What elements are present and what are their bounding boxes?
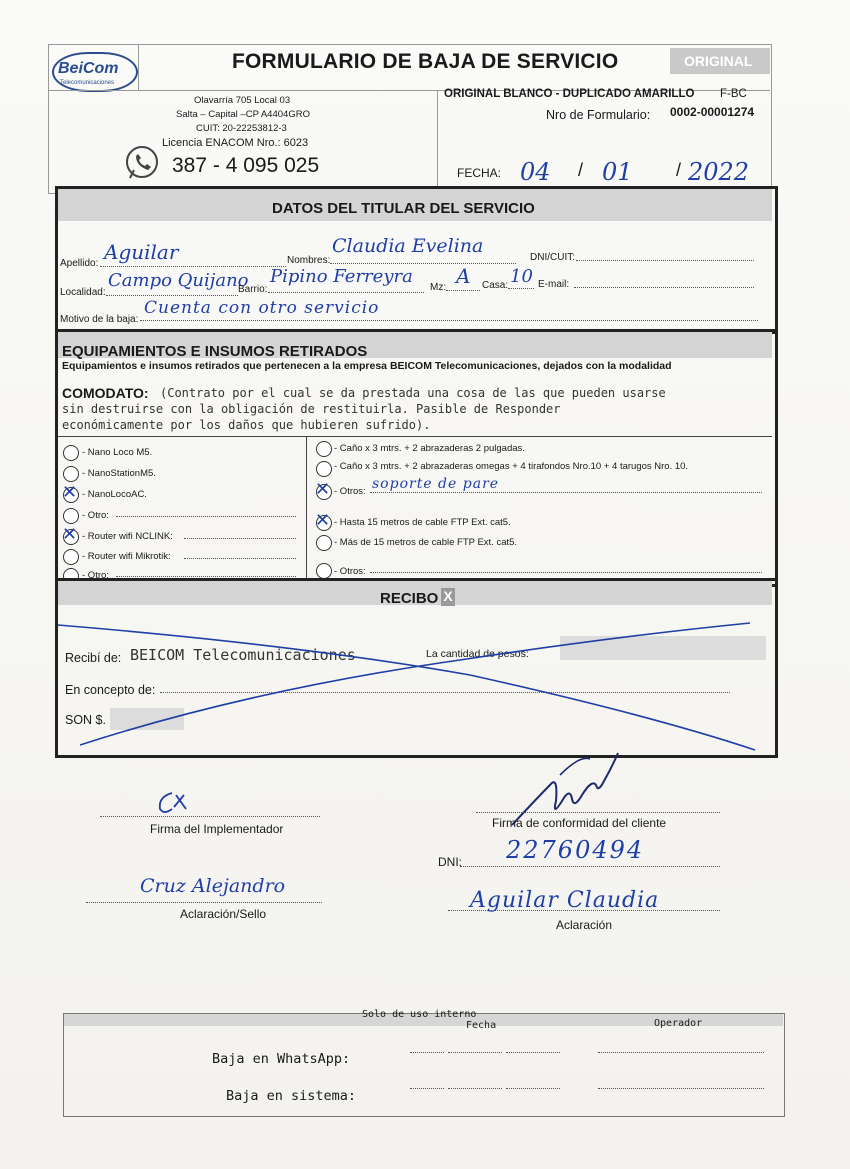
item-cable-mas-15: - Más de 15 metros de cable FTP Ext. cat5.: [334, 537, 518, 548]
form-number-label: Nro de Formulario:: [546, 108, 651, 122]
check-router-nclink: ✕: [62, 524, 78, 544]
radio-router-mikrotik[interactable]: [63, 549, 79, 565]
comodato-text-3: económicamente por los daños que hubieren sufrido).: [62, 418, 431, 432]
date-separator-2: /: [676, 160, 682, 180]
radio-cable-mas-15[interactable]: [316, 535, 332, 551]
item-router-nclink: - Router wifi NCLINK:: [82, 531, 173, 542]
apellido-value[interactable]: Aguilar: [104, 240, 179, 264]
whatsapp-label: Baja en WhatsApp:: [212, 1051, 351, 1067]
date-year[interactable]: 2022: [688, 158, 750, 186]
dni-value[interactable]: 22760494: [506, 836, 645, 864]
mz-value[interactable]: A: [456, 264, 471, 288]
whatsapp-date-year[interactable]: [506, 1052, 560, 1053]
localidad-label: Localidad:: [60, 287, 106, 298]
internal-use-title: Solo de uso interno: [362, 1009, 477, 1020]
header-mid-divider: [437, 90, 438, 192]
whatsapp-operator-line[interactable]: [598, 1052, 764, 1053]
logo-text: BeiCom: [58, 60, 119, 77]
check-nano-loco-ac: ✕: [62, 482, 78, 502]
item-nanostation-m5: - NanoStationM5.: [82, 468, 156, 479]
equipment-intro: Equipamientos e insumos retirados que pertenecen a la empresa BEICOM Telecomunicaciones, dejados con la modalidad: [62, 360, 672, 372]
address-line-1: Olavarría 705 Local 03: [194, 95, 291, 106]
radio-nanostation-m5[interactable]: [63, 466, 79, 482]
aclaracion-value[interactable]: Aguilar Claudia: [470, 888, 660, 913]
concepto-label: En concepto de:: [65, 683, 156, 697]
client-signature-label: Firma de conformidad del cliente: [492, 816, 667, 830]
implementador-signature-line[interactable]: [100, 816, 320, 817]
date-label: FECHA:: [457, 166, 502, 180]
apellido-line: [100, 266, 286, 267]
titular-title: DATOS DEL TITULAR DEL SERVICIO: [272, 200, 535, 217]
implementador-signature-mark: [150, 785, 200, 825]
otro-1-line: [116, 516, 296, 517]
implementador-label: Firma del Implementador: [150, 822, 284, 836]
dni-cuit-label: DNI/CUIT:: [530, 252, 575, 263]
sistema-date-month[interactable]: [448, 1088, 502, 1089]
casa-value[interactable]: 10: [510, 266, 533, 287]
fecha-column: Fecha: [466, 1020, 497, 1031]
form-code: F-BC: [720, 88, 747, 100]
equipment-grid-top: [58, 436, 772, 437]
nombres-label: Nombres:: [287, 255, 331, 266]
item-otros-1: - Otros:: [334, 486, 366, 497]
whatsapp-icon: [122, 144, 160, 182]
router-nclink-line: [184, 538, 296, 539]
radio-otros-2[interactable]: [316, 563, 332, 579]
copies-note: ORIGINAL BLANCO - DUPLICADO AMARILLO: [444, 88, 695, 100]
item-cano-omegas: - Caño x 3 mtrs. + 2 abrazaderas omegas + 4 tirafondos Nro.10 + 4 tarugos Nro. 10.: [334, 461, 689, 472]
address-line-2: Salta – Capital –CP A4404GRO: [176, 109, 310, 120]
whatsapp-date-day[interactable]: [410, 1052, 444, 1053]
router-mikrotik-line: [184, 558, 296, 559]
recibo-title: RECIBO: [380, 590, 439, 607]
equipment-title: EQUIPAMIENTOS E INSUMOS RETIRADOS: [62, 343, 368, 360]
motivo-line: [140, 320, 758, 321]
mz-line: [446, 290, 480, 291]
copy-label: ORIGINAL: [684, 53, 753, 69]
motivo-label: Motivo de la baja:: [60, 314, 139, 325]
recibi-label: Recibí de:: [65, 651, 122, 665]
cuit: CUIT: 20-22253812-3: [196, 123, 287, 134]
otro-2-line: [116, 576, 296, 577]
check-otros-1: ✕: [315, 479, 331, 499]
item-cano-2-pulgadas: - Caño x 3 mtrs. + 2 abrazaderas 2 pulgadas.: [334, 443, 525, 454]
logo-subtext: Telecomunicaciones: [60, 80, 115, 86]
dni-label: DNI:: [438, 855, 462, 869]
localidad-line: [106, 295, 238, 296]
item-otro-1: - Otro:: [82, 510, 109, 521]
otros-1-value[interactable]: soporte de pare: [372, 476, 500, 492]
radio-nano-loco-m5[interactable]: [63, 445, 79, 461]
enacom-license: Licencia ENACOM Nro.: 6023: [162, 137, 309, 149]
aclaracion-sello-value[interactable]: Cruz Alejandro: [140, 875, 286, 897]
date-day[interactable]: 04: [520, 158, 551, 186]
comodato-text-2: sin destruirse con la obligación de restituirla. Pasible de Responder: [62, 402, 561, 416]
sistema-label: Baja en sistema:: [226, 1088, 357, 1104]
sistema-date-day[interactable]: [410, 1088, 444, 1089]
casa-label: Casa:: [482, 280, 509, 291]
check-cable-hasta-15: ✕: [315, 510, 331, 530]
email-line: [574, 287, 754, 288]
whatsapp-date-month[interactable]: [448, 1052, 502, 1053]
equipment-grid-divider: [306, 436, 307, 581]
recibi-value: BEICOM Telecomunicaciones: [130, 646, 356, 664]
recibo-mark: X: [441, 588, 455, 606]
nombres-line: [330, 263, 516, 264]
radio-cano-omegas[interactable]: [316, 461, 332, 477]
aclaracion-line: [448, 910, 720, 911]
nombres-value[interactable]: Claudia Evelina: [332, 235, 484, 257]
comodato-label: COMODATO:: [62, 385, 149, 401]
date-separator-1: /: [578, 160, 584, 180]
item-otro-2: - Otro:: [82, 570, 109, 581]
item-cable-hasta-15: - Hasta 15 metros de cable FTP Ext. cat5.: [334, 517, 511, 528]
item-nano-loco-ac: - NanoLocoAC.: [82, 489, 147, 500]
dni-cuit-line: [576, 260, 754, 261]
item-router-mikrotik: - Router wifi Mikrotik:: [82, 551, 171, 562]
son-label: SON $.: [65, 713, 106, 727]
client-signature-line: [476, 812, 720, 813]
radio-otro-1[interactable]: [63, 508, 79, 524]
otros-1-line: [370, 492, 762, 493]
dni-line: [460, 866, 720, 867]
cantidad-label: La cantidad de pesos:: [426, 648, 529, 660]
email-label: E-mail:: [538, 279, 570, 290]
comodato-text-1: (Contrato por el cual se da prestada una cosa de las que pueden usarse: [160, 386, 666, 400]
recibo-cross-out: [50, 605, 770, 755]
motivo-value[interactable]: Cuenta con otro servicio: [144, 298, 380, 318]
radio-cano-2-pulgadas[interactable]: [316, 441, 332, 457]
form-number: 0002-00001274: [670, 105, 755, 119]
phone-number: 387 - 4 095 025: [172, 154, 320, 177]
aclaracion-sello-line: [86, 902, 322, 903]
localidad-value[interactable]: Campo Quijano: [108, 270, 249, 291]
sistema-date-year[interactable]: [506, 1088, 560, 1089]
apellido-label: Apellido:: [60, 258, 99, 269]
aclaracion-label: Aclaración: [556, 918, 613, 932]
barrio-line: [268, 292, 424, 293]
company-logo: [52, 52, 138, 92]
copy-label-badge: [670, 48, 770, 74]
form-title: FORMULARIO DE BAJA DE SERVICIO: [232, 50, 619, 73]
item-nano-loco-m5: - Nano Loco M5.: [82, 447, 153, 458]
mz-label: Mz:: [430, 282, 447, 293]
operador-column: Operador: [654, 1018, 703, 1029]
barrio-label: Barrio:: [238, 284, 268, 295]
otros-2-line: [370, 572, 762, 573]
aclaracion-sello-label: Aclaración/Sello: [180, 907, 267, 921]
barrio-value[interactable]: Pipino Ferreyra: [270, 266, 413, 287]
casa-line: [508, 288, 534, 289]
sistema-operator-line[interactable]: [598, 1088, 764, 1089]
item-otros-2: - Otros:: [334, 566, 366, 577]
date-month[interactable]: 01: [602, 158, 633, 186]
